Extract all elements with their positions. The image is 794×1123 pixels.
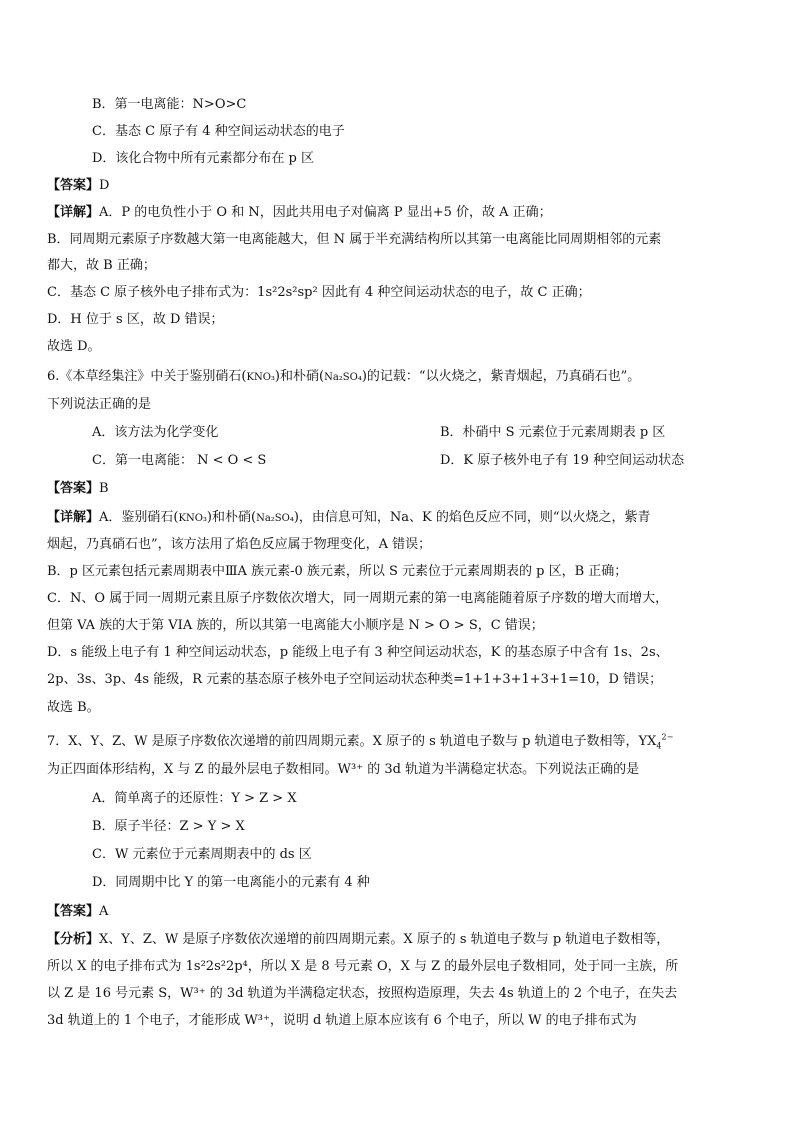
q7-analysis-line-1 — [47, 931, 669, 949]
q6-detail-line-7: 2p、3s、3p、4s 能级，R 元素的基态原子核外电子空间运动状态种类=1+1+3+1+3+1=10，D 错误； — [47, 672, 663, 687]
q5-detail-line-5: D．H 位于 s 区，故 D 错误； — [47, 312, 224, 327]
q5-answer — [47, 177, 109, 195]
detail-text: C．基态 C 原子核外电子排布式为： — [47, 285, 258, 300]
analysis-tag: 【分析】 — [47, 932, 100, 947]
q6-detail-line-2: 烟起，乃真硝石也”，该方法用了焰色反应属于物理变化，A 错误； — [47, 537, 432, 552]
detail-text: A．P 的电负性小于 O 和 N，因此共用电子对偏离 P 显出+5 价，故 A 正确； — [99, 205, 552, 220]
analysis-text: X、Y、Z、W 是原子序数依次递增的前四周期元素。X 原子的 s 轨道电子数与 p 轨道电子数相等， — [99, 932, 670, 947]
answer-tag: 【答案】 — [47, 178, 100, 193]
detail-text: A．鉴别硝石( — [99, 510, 179, 525]
q5-detail-line-1 — [47, 204, 552, 222]
q5-option-c: C．基态 C 原子有 4 种空间运动状态的电子 — [92, 124, 345, 139]
answer-tag: 【答案】 — [47, 481, 100, 496]
q6-option-b: B．朴硝中 S 元素位于元素周期表 p 区 — [440, 425, 666, 440]
q6-option-d: D．K 原子核外电子有 19 种空间运动状态 — [440, 453, 685, 468]
q6-stem-line-2: 下列说法正确的是 — [47, 397, 152, 412]
stem-text: )的记载：“以火烧之，紫青烟起，乃真硝石也”。 — [361, 369, 641, 384]
q6-detail-line-1 — [47, 509, 651, 528]
stem-text: 7．X、Y、Z、W 是原子序数依次递增的前四周期元素。X 原子的 s 轨道电子数与 p 轨道电子数相等， — [47, 734, 639, 749]
q6-detail-line-3: B．p 区元素包括元素周期表中ⅢA 族元素-0 族元素，所以 S 元素位于元素周期表的 p 区，B 正确； — [47, 564, 628, 579]
ion-charge: 2− — [661, 732, 674, 742]
formula-na2so4: Na₂SO₄ — [256, 513, 294, 524]
q7-stem-line-1 — [47, 733, 673, 751]
formula-kno3: KNO₃ — [178, 513, 207, 524]
q6-options-row-2 — [92, 452, 685, 470]
q6-option-c: C．第一电离能： N < O < S — [92, 453, 267, 468]
detail-text: 1s²2s²sp² 因此有 4 种空间运动状态的电子，故 C 正确； — [257, 285, 591, 300]
q7-analysis-line-3: 以 Z 是 16 号元素 S，W³⁺ 的 3d 轨道为半满稳定状态，按照构造原理，失去 4s 轨道上的 2 个电子，在失去 — [47, 986, 678, 1001]
ion-subscript: 4 — [656, 741, 662, 751]
q5-detail-line-3: 都大，故 B 正确； — [47, 258, 156, 273]
q5-detail-line-2: B．同周期元素原子序数越大第一电离能越大，但 N 属于半充满结构所以其第一电离能比同周期相邻的元素 — [47, 232, 662, 247]
answer-value: A — [99, 904, 109, 919]
q5-detail-line-6: 故选 D。 — [47, 339, 101, 354]
q7-option-d: D．同周期中比 Y 的第一电离能小的元素有 4 种 — [92, 875, 370, 890]
q5-detail-line-4 — [47, 284, 591, 302]
detail-text: )和朴硝( — [206, 510, 257, 525]
q6-stem-line-1 — [47, 368, 640, 387]
ion-symbol: YX — [638, 734, 657, 749]
q6-detail-line-4: C．N、O 属于同一周期元素且原子序数依次增大，同一周期元素的第一电离能随着原子序数的增大而增大， — [47, 591, 669, 606]
stem-text: 6.《本草经集注》中关于鉴别硝石( — [47, 369, 247, 384]
q7-option-a: A．简单离子的还原性：Y > Z > X — [92, 791, 297, 806]
answer-tag: 【答案】 — [47, 904, 100, 919]
q5-option-d: D．该化合物中所有元素都分布在 p 区 — [92, 151, 315, 166]
q7-option-c: C．W 元素位于元素周期表中的 ds 区 — [92, 847, 312, 862]
detail-tag: 【详解】 — [47, 205, 100, 220]
q6-option-a: A．该方法为化学变化 — [92, 425, 219, 440]
formula-na2so4: Na₂SO₄ — [324, 372, 362, 383]
q7-analysis-line-2: 所以 X 的电子排布式为 1s²2s²2p⁴，所以 X 是 8 号元素 O，X 与 Z 的最外层电子数相同，处于同一主族，所 — [47, 959, 679, 974]
q7-stem-line-2: 为正四面体形结构，X 与 Z 的最外层电子数相同。W³⁺ 的 3d 轨道为半满稳定状态。下列说法正确的是 — [47, 762, 640, 777]
stem-text: )和朴硝( — [274, 369, 325, 384]
detail-tag: 【详解】 — [47, 510, 100, 525]
q7-analysis-line-4: 3d 轨道上的 1 个电子，才能形成 W³⁺，说明 d 轨道上原本应该有 6 个电子，所以 W 的电子排布式为 — [47, 1013, 637, 1028]
q6-detail-line-8: 故选 B。 — [47, 700, 100, 715]
answer-value: D — [99, 178, 110, 193]
q6-answer — [47, 480, 109, 498]
formula-kno3: KNO₃ — [246, 372, 275, 383]
q7-option-b: B．原子半径：Z > Y > X — [92, 819, 245, 834]
answer-value: B — [99, 481, 109, 496]
q5-option-b: B．第一电离能：N>O>C — [92, 97, 247, 112]
q6-options-row-1 — [92, 424, 666, 442]
detail-text: )，由信息可知，Na、K 的焰色反应不同，则“以火烧之，紫青 — [293, 510, 651, 525]
q7-answer — [47, 903, 108, 921]
q6-detail-line-6: D．s 能级上电子有 1 种空间运动状态，p 能级上电子有 3 种空间运动状态，K 的基态原子中含有 1s、2s、 — [47, 645, 669, 660]
q6-detail-line-5: 但第 VA 族的大于第 VIA 族的，所以其第一电离能大小顺序是 N > O > S，C 错误； — [47, 618, 544, 633]
